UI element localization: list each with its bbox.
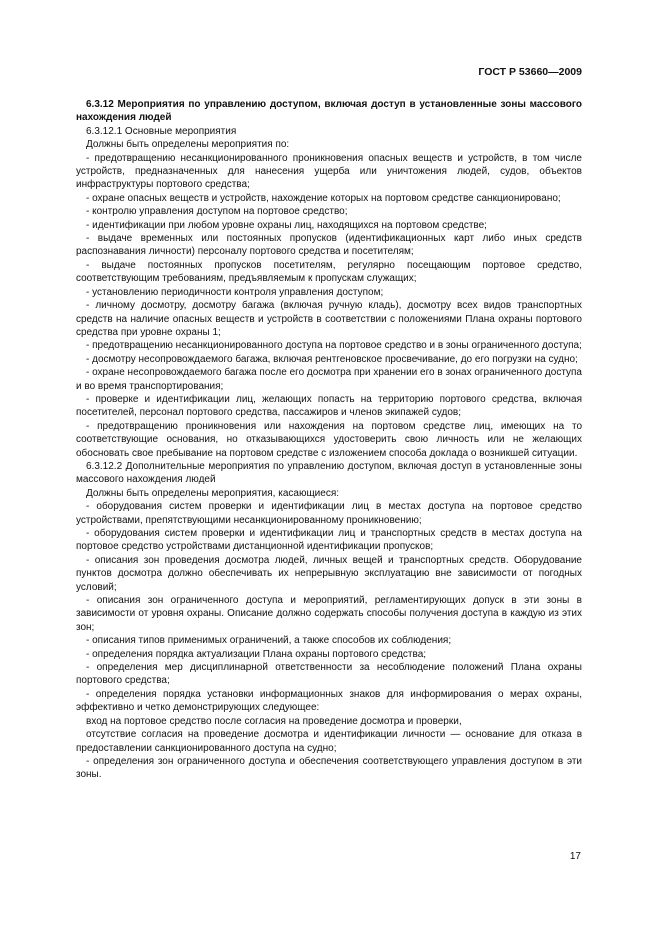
document-code: ГОСТ Р 53660—2009 bbox=[478, 66, 582, 78]
list-item: - оборудования систем проверки и идентификации лиц в местах доступа на портовое средство устройствами, препятствующими несанкционированному проникновению; bbox=[76, 501, 582, 526]
list-item: - идентификации при любом уровне охраны лиц, находящихся на портовом средстве; bbox=[86, 219, 487, 231]
list-item: отсутствие согласия на проведение досмотра и идентификации личности — основание для отказа в предоставлении санкционированного доступа на судно; bbox=[76, 729, 582, 754]
list-item: - выдаче временных или постоянных пропусков (идентификационных карт либо иных средств распознавания личности) персоналу портового средства и посетителям; bbox=[76, 233, 582, 258]
list-item: вход на портовое средство после согласия на проведение досмотра и проверки, bbox=[86, 715, 462, 727]
list-additional-measures bbox=[76, 500, 582, 782]
subsection-title: 6.3.12.1 Основные мероприятия bbox=[86, 125, 237, 137]
section-title-text: 6.3.12 Мероприятия по управлению доступом, включая доступ в установленные зоны массового нахождения людей bbox=[76, 99, 582, 124]
list-item: - определения зон ограниченного доступа и обеспечения соответствующего управления доступом в эти зоны. bbox=[76, 755, 582, 781]
subsection-title: 6.3.12.2 Дополнительные мероприятия по управлению доступом, включая доступ в установленные зоны массового нахождения людей bbox=[76, 460, 582, 486]
list-basic-measures bbox=[76, 152, 582, 460]
list-item: - проверке и идентификации лиц, желающих попасть на территорию портового средства, включая посетителей, персонал портового средства, пассажиров и членов экипажей судов; bbox=[76, 393, 582, 419]
list-item: - описания типов применимых ограничений, а также способов их соблюдения; bbox=[86, 635, 452, 647]
page-number: 17 bbox=[569, 851, 581, 862]
list-item: - определения порядка установки информационных знаков для информирования о мерах охраны, эффективно и четко демонстрирующих следующее: bbox=[76, 688, 582, 714]
list-item: - описания зон ограниченного доступа и мероприятий, регламентирующих допуск в эти зоны в зависимости от уровня охраны. Описание должно содержать способы получения доступа в каждую из этих зон; bbox=[76, 595, 582, 633]
subsection-intro: Должны быть определены мероприятия, касающиеся: bbox=[86, 487, 340, 499]
document-body bbox=[76, 98, 582, 782]
list-item: - установлению периодичности контроля управления доступом; bbox=[86, 286, 384, 298]
list-item: - личному досмотру, досмотру багажа (включая ручную кладь), досмотру всех видов транспортных средств на наличие опасных веществ и устройств в соответствии с положениями Плана охраны портового средства при уровне охраны 1; bbox=[76, 300, 582, 338]
list-item: - предотвращению проникновения или нахождения на портовом средстве лиц, имеющих на то соответствующие основания, но отказывающихся удостоверить свою личность или не желающих обосновать свое пребывание на портовом средстве с изложением способа доклада о возникшей ситуации. bbox=[76, 420, 582, 459]
list-item: - предотвращению несанкционированного проникновения опасных веществ и устройств, в том числе устройств, предназначенных для нанесения ущерба или уничтожения людей, судов, объектов инфраструктуры портового средства; bbox=[76, 152, 582, 191]
list-item: - выдаче постоянных пропусков посетителям, регулярно посещающим портовое средство, соответствующим требованиям, предъявляемым к пропускам служащих; bbox=[76, 259, 582, 285]
list-item: - охране опасных веществ и устройств, нахождение которых на портовом средстве санкционировано; bbox=[86, 192, 561, 204]
list-item: - предотвращению несанкционированного доступа на портовое средство и в зоны ограниченного доступа; bbox=[86, 340, 582, 352]
list-item: - определения мер дисциплинарной ответственности за несоблюдение положений Плана охраны портового средства; bbox=[76, 662, 582, 687]
list-item: - досмотру несопровождаемого багажа, включая рентгеновское просвечивание, до его погрузки на судно; bbox=[86, 353, 578, 365]
list-item: - охране несопровождаемого багажа после его досмотра при хранении его в зонах ограниченного доступа и во время транспортирования; bbox=[76, 367, 582, 392]
list-item: - описания зон проведения досмотра людей, личных вещей и транспортных средств. Оборудование пунктов досмотра должно обеспечивать их непрерывную эксплуатацию вне зависимости от погодных условий; bbox=[76, 554, 582, 593]
list-item: - оборудования систем проверки и идентификации лиц и транспортных средств в местах доступа на портовое средство устройствами дистанционной идентификации пропусков; bbox=[76, 528, 582, 553]
list-item: - контролю управления доступом на портовое средство; bbox=[86, 206, 348, 218]
section-title bbox=[76, 98, 582, 125]
subsection-intro: Должны быть определены мероприятия по: bbox=[86, 139, 290, 151]
list-item: - определения порядка актуализации Плана охраны портового средства; bbox=[86, 648, 427, 660]
